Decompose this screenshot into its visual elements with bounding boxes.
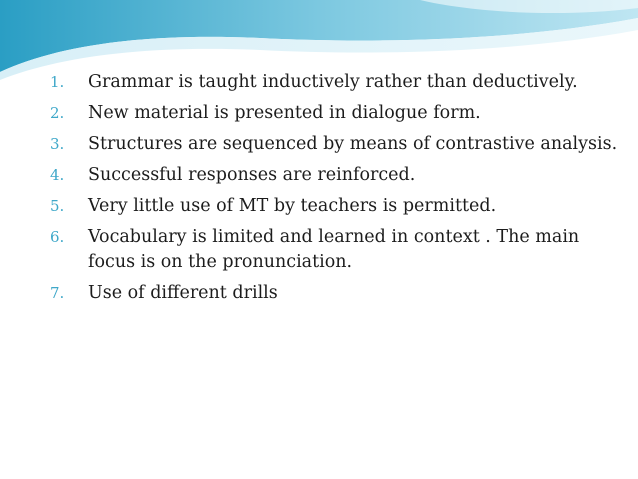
list-item-number: 4. (50, 166, 65, 184)
list-item-text: Very little use of MT by teachers is permitted. (88, 196, 497, 216)
list-item-text: Grammar is taught inductively rather than deductively. (88, 72, 578, 92)
list-item-number: 5. (50, 197, 65, 215)
list-item-number: 7. (50, 284, 65, 302)
numbered-list (50, 70, 620, 312)
list-item (50, 194, 620, 219)
list-item-number: 3. (50, 135, 65, 153)
list-item-number: 6. (50, 228, 65, 246)
list-item-number: 1. (50, 73, 65, 91)
list-item (50, 225, 620, 275)
list-item-text: Use of different drills (88, 283, 278, 303)
list-item-text: New material is presented in dialogue form. (88, 103, 481, 123)
list-item (50, 70, 620, 95)
list-item (50, 101, 620, 126)
list-item (50, 163, 620, 188)
list-item-number: 2. (50, 104, 65, 122)
header-wave-decoration (0, 0, 638, 80)
list-item (50, 132, 620, 157)
list-item-text: Vocabulary is limited and learned in context . The main focus is on the pronunciation. (88, 227, 580, 272)
list-item-text: Structures are sequenced by means of contrastive analysis. (88, 134, 618, 154)
list-item-text: Successful responses are reinforced. (88, 165, 416, 185)
list-item (50, 281, 620, 306)
